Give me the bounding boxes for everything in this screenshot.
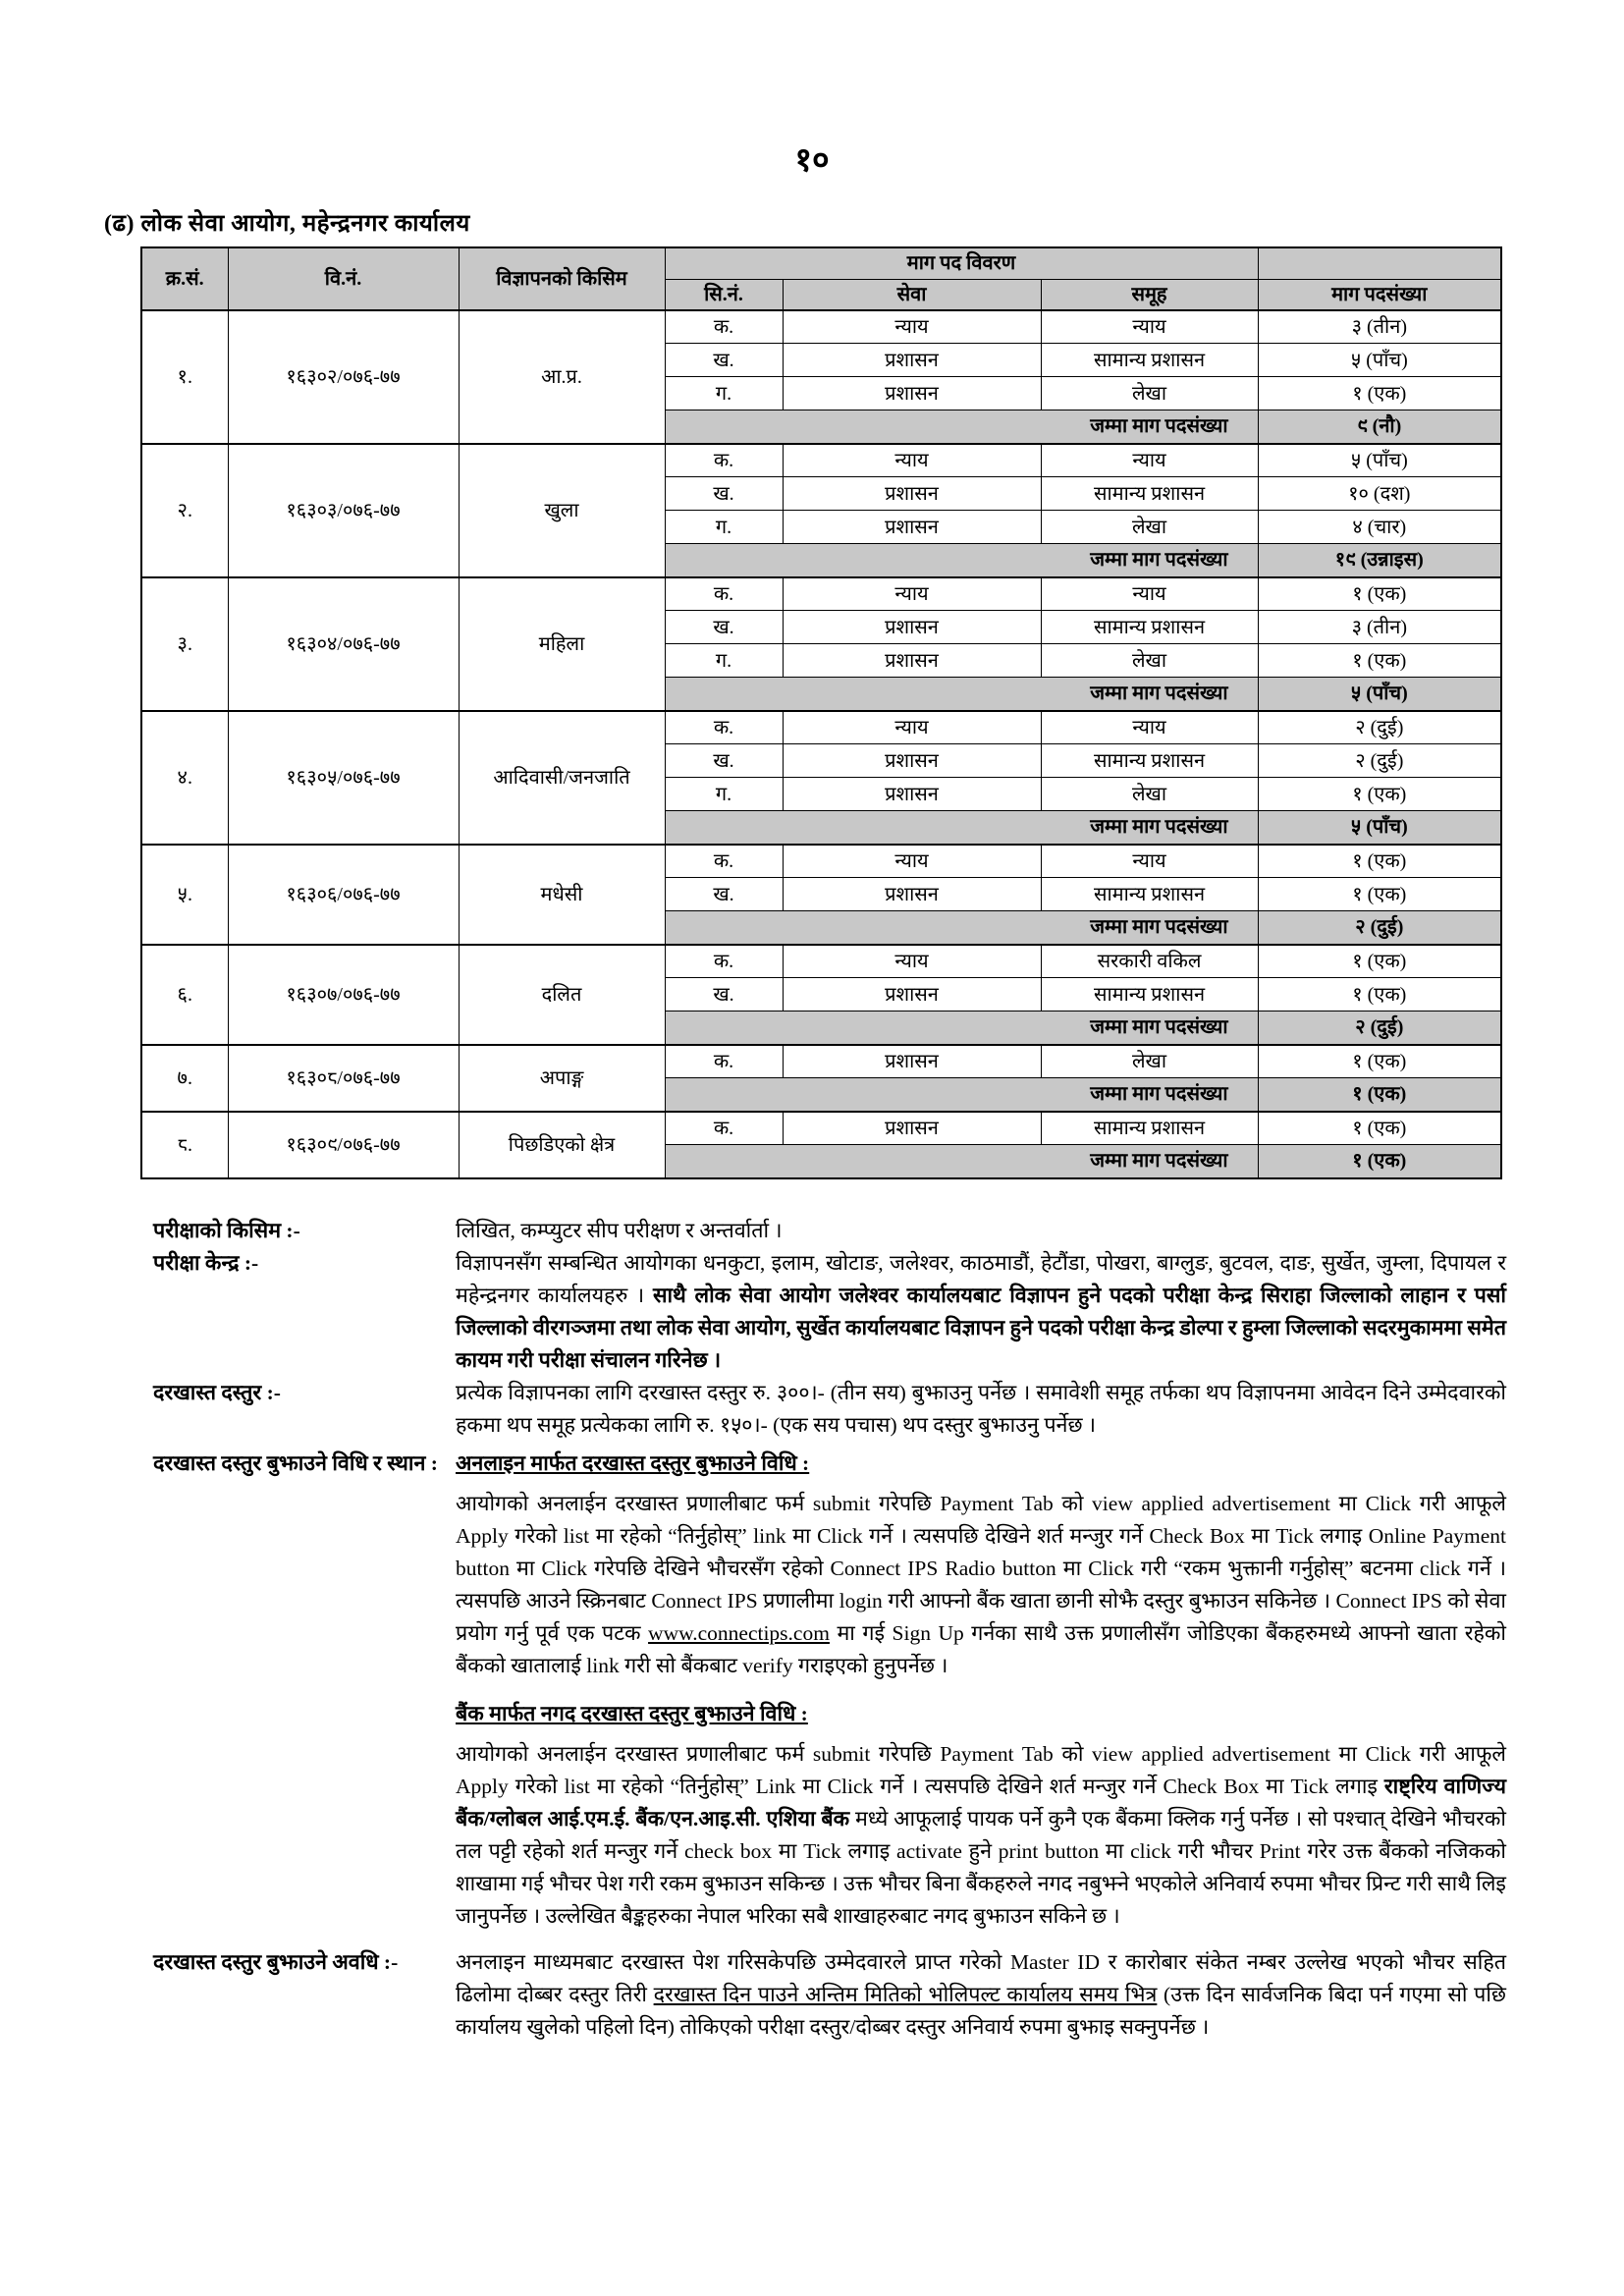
cell-positions: ३ (तीन)	[1258, 310, 1501, 344]
total-label: जम्मा माग पदसंख्या	[665, 1011, 1258, 1045]
table-row	[141, 711, 1501, 744]
cell-positions: ४ (चार)	[1258, 511, 1501, 544]
cell-advertisement-no: १६३०७/०७६-७७	[228, 945, 459, 1045]
cell-group: सामान्य प्रशासन	[1041, 611, 1258, 644]
cell-group: लेखा	[1041, 778, 1258, 811]
cell-service: न्याय	[783, 711, 1041, 744]
cell-group: सामान्य प्रशासन	[1041, 978, 1258, 1011]
info-section	[153, 1946, 1506, 2044]
header-si-no: सि.नं.	[665, 279, 783, 310]
heading-text: अनलाइन मार्फत दरखास्त दस्तुर बुझाउने विधि :	[456, 1450, 810, 1475]
cell-advertisement-type: दलित	[459, 945, 665, 1045]
total-positions: २ (दुई)	[1258, 911, 1501, 945]
cell-service: प्रशासन	[783, 1112, 1041, 1145]
info-section	[153, 1448, 1506, 1933]
header-advertisement-no: वि.नं.	[228, 247, 459, 310]
vacancy-table-body	[141, 310, 1501, 1178]
cell-serial-no: २.	[141, 444, 228, 577]
cell-group: न्याय	[1041, 845, 1258, 878]
cell-service: प्रशासन	[783, 744, 1041, 778]
info-section	[153, 1215, 1506, 1247]
total-positions: १९ (उन्नाइस)	[1258, 544, 1501, 577]
section-label: परीक्षाको किसिम :-	[153, 1218, 300, 1242]
header-demand-detail: माग पद विवरण	[665, 247, 1258, 279]
cell-service: प्रशासन	[783, 477, 1041, 511]
cell-group: लेखा	[1041, 377, 1258, 410]
cell-group: सामान्य प्रशासन	[1041, 1112, 1258, 1145]
section-content	[456, 1448, 1506, 1933]
section-label: दरखास्त दस्तुर बुझाउने विधि र स्थान :	[153, 1450, 438, 1475]
cell-group: न्याय	[1041, 310, 1258, 344]
paragraph	[456, 1247, 1506, 1377]
cell-positions: २ (दुई)	[1258, 744, 1501, 778]
cell-si-no: ग.	[665, 644, 783, 678]
total-positions: ५ (पाँच)	[1258, 811, 1501, 845]
table-row	[141, 945, 1501, 978]
cell-si-no: ग.	[665, 377, 783, 410]
cell-positions: १० (दश)	[1258, 477, 1501, 511]
header-service: सेवा	[783, 279, 1041, 310]
cell-positions: १ (एक)	[1258, 978, 1501, 1011]
cell-group: लेखा	[1041, 644, 1258, 678]
header-group: समूह	[1041, 279, 1258, 310]
paragraph	[456, 1488, 1506, 1682]
paragraph-text: अनलाइन माध्यमबाट दरखास्त पेश गरिसकेपछि उम्मेदवारले प्राप्त गरेको Master ID र कारोबार संकेत नम्बर उल्लेख भएको भौचर सहित ढिलोमा दोब्बर दस्तुर तिरी	[456, 1949, 1506, 2006]
section-content	[456, 1377, 1506, 1442]
cell-advertisement-type: आदिवासी/जनजाति	[459, 711, 665, 845]
paragraph-text: साथै लोक सेवा आयोग जलेश्वर कार्यालयबाट विज्ञापन हुने पदको परीक्षा केन्द्र सिराहा जिल्लाको लाहान र पर्सा जिल्लाको वीरगञ्जमा तथा लोक सेवा आयोग, सुर्खेत कार्यालयबाट विज्ञापन हुने पदको परीक्षा केन्द्र डोल्पा र हुम्ला जिल्लाको सदरमुकाममा समेत कायम गरी परीक्षा संचालन गरिनेछ ।	[456, 1283, 1506, 1372]
section-label: दरखास्त दस्तुर बुझाउने अवधि :-	[153, 1949, 399, 1974]
total-positions: २ (दुई)	[1258, 1011, 1501, 1045]
cell-si-no: ख.	[665, 477, 783, 511]
cell-group: न्याय	[1041, 444, 1258, 477]
cell-advertisement-type: पिछडिएको क्षेत्र	[459, 1112, 665, 1178]
cell-positions: १ (एक)	[1258, 1045, 1501, 1078]
cell-advertisement-type: खुला	[459, 444, 665, 577]
cell-si-no: क.	[665, 845, 783, 878]
cell-si-no: क.	[665, 1112, 783, 1145]
cell-positions: ५ (पाँच)	[1258, 344, 1501, 377]
cell-positions: १ (एक)	[1258, 778, 1501, 811]
cell-si-no: क.	[665, 310, 783, 344]
heading-text: बैंक मार्फत नगद दरखास्त दस्तुर बुझाउने विधि :	[456, 1701, 808, 1725]
cell-si-no: ख.	[665, 878, 783, 911]
cell-service: प्रशासन	[783, 1045, 1041, 1078]
cell-si-no: ख.	[665, 978, 783, 1011]
cell-positions: १ (एक)	[1258, 945, 1501, 978]
cell-serial-no: ६.	[141, 945, 228, 1045]
cell-group: सामान्य प्रशासन	[1041, 344, 1258, 377]
info-section	[153, 1377, 1506, 1442]
header-row-1	[141, 247, 1501, 279]
cell-advertisement-type: महिला	[459, 577, 665, 711]
cell-service: न्याय	[783, 845, 1041, 878]
cell-service: न्याय	[783, 310, 1041, 344]
page-number: १०	[794, 142, 830, 179]
cell-service: न्याय	[783, 577, 1041, 611]
paragraph-text: आयोगको अनलाईन दरखास्त प्रणालीबाट फर्म submit गरेपछि Payment Tab को view applied advertisement मा Click गरी आफूले Apply गरेको list मा रहेको “तिर्नुहोस्” link मा Click गर्ने । त्यसपछि देखिने शर्त मन्जुर गर्ने Check Box मा Tick लगाइ Online Payment button मा Click गरेपछि देखिने भौचरसँग रहेको Connect IPS Radio button मा Click गरी “रकम भुक्तानी गर्नुहोस्” बटनमा click गर्ने । त्यसपछि आउने स्क्रिनबाट Connect IPS प्रणालीमा login गरी आफ्नो बैंक खाता छानी सोझै दस्तुर बुझाउन सकिनेछ । Connect IPS को सेवा प्रयोग गर्नु पूर्व एक पटक	[456, 1491, 1506, 1645]
cell-advertisement-type: अपाङ्ग	[459, 1045, 665, 1112]
total-positions: ९ (नौ)	[1258, 410, 1501, 444]
cell-si-no: क.	[665, 1045, 783, 1078]
total-label: जम्मा माग पदसंख्या	[665, 811, 1258, 845]
table-row	[141, 444, 1501, 477]
cell-serial-no: ८.	[141, 1112, 228, 1178]
paragraph-text: लिखित, कम्प्युटर सीप परीक्षण र अन्तर्वार्ता ।	[456, 1218, 783, 1242]
paragraph-text: विज्ञापनसँग सम्बन्धित आयोगका धनकुटा, इलाम, खोटाङ, जलेश्वर, काठमाडौं, हेटौंडा, पोखरा, बाग्लुङ, बुटवल, दाङ, सुर्खेत, जुम्ला, दिपायल र महेन्द्रनगर कार्यालयहरु ।	[456, 1250, 1506, 1307]
cell-advertisement-no: १६३०८/०७६-७७	[228, 1045, 459, 1112]
header-serial-no: क्र.सं.	[141, 247, 228, 310]
cell-si-no: क.	[665, 577, 783, 611]
table-row	[141, 1045, 1501, 1078]
cell-serial-no: ५.	[141, 845, 228, 945]
total-label: जम्मा माग पदसंख्या	[665, 911, 1258, 945]
table-row	[141, 1112, 1501, 1145]
cell-service: न्याय	[783, 444, 1041, 477]
paragraph	[456, 1946, 1506, 2044]
total-positions: १ (एक)	[1258, 1078, 1501, 1112]
cell-positions: १ (एक)	[1258, 1112, 1501, 1145]
section-content	[456, 1946, 1506, 2044]
table-row	[141, 310, 1501, 344]
cell-service: प्रशासन	[783, 778, 1041, 811]
section-label: दरखास्त दस्तुर :-	[153, 1380, 281, 1404]
cell-si-no: क.	[665, 945, 783, 978]
method-heading	[456, 1698, 1506, 1730]
cell-service: प्रशासन	[783, 978, 1041, 1011]
total-positions: १ (एक)	[1258, 1145, 1501, 1178]
cell-positions: १ (एक)	[1258, 845, 1501, 878]
cell-positions: ५ (पाँच)	[1258, 444, 1501, 477]
cell-group: सामान्य प्रशासन	[1041, 878, 1258, 911]
total-label: जम्मा माग पदसंख्या	[665, 678, 1258, 711]
paragraph-text: राष्ट्रिय वाणिज्य बैंक/ग्लोबल आई.एम.ई. बैंक/एन.आइ.सी. एशिया बैंक	[456, 1774, 1506, 1831]
cell-service: प्रशासन	[783, 377, 1041, 410]
section-content	[456, 1247, 1506, 1377]
cell-advertisement-type: आ.प्र.	[459, 310, 665, 444]
cell-positions: २ (दुई)	[1258, 711, 1501, 744]
cell-advertisement-no: १६३०९/०७६-७७	[228, 1112, 459, 1178]
cell-group: सरकारी वकिल	[1041, 945, 1258, 978]
method-heading	[456, 1448, 1506, 1480]
cell-advertisement-no: १६३०५/०७६-७७	[228, 711, 459, 845]
cell-group: सामान्य प्रशासन	[1041, 477, 1258, 511]
cell-si-no: क.	[665, 444, 783, 477]
cell-advertisement-no: १६३०२/०७६-७७	[228, 310, 459, 444]
vacancy-table	[140, 246, 1502, 1179]
cell-advertisement-no: १६३०४/०७६-७७	[228, 577, 459, 711]
cell-si-no: ख.	[665, 744, 783, 778]
cell-positions: १ (एक)	[1258, 644, 1501, 678]
cell-positions: १ (एक)	[1258, 577, 1501, 611]
cell-si-no: ग.	[665, 778, 783, 811]
cell-service: प्रशासन	[783, 878, 1041, 911]
total-label: जम्मा माग पदसंख्या	[665, 1145, 1258, 1178]
table-row	[141, 577, 1501, 611]
cell-si-no: ख.	[665, 344, 783, 377]
cell-advertisement-no: १६३०६/०७६-७७	[228, 845, 459, 945]
cell-service: प्रशासन	[783, 611, 1041, 644]
cell-group: न्याय	[1041, 577, 1258, 611]
total-label: जम्मा माग पदसंख्या	[665, 410, 1258, 444]
cell-group: लेखा	[1041, 1045, 1258, 1078]
cell-si-no: ग.	[665, 511, 783, 544]
office-heading: (ढ) लोक सेवा आयोग, महेन्द्रनगर कार्यालय	[104, 211, 470, 237]
paragraph-text: मा गई Sign Up गर्नका साथै उक्त प्रणालीसँग जोडिएका बैंकहरुमध्ये आफ्नो खाता रहेको बैंकको खातालाई link गरी सो बैंकबाट verify गराइएको हुनुपर्नेछ ।	[456, 1620, 1506, 1677]
cell-service: प्रशासन	[783, 511, 1041, 544]
cell-advertisement-no: १६३०३/०७६-७७	[228, 444, 459, 577]
cell-service: न्याय	[783, 945, 1041, 978]
total-label: जम्मा माग पदसंख्या	[665, 544, 1258, 577]
cell-positions: ३ (तीन)	[1258, 611, 1501, 644]
table-row	[141, 845, 1501, 878]
cell-advertisement-type: मधेसी	[459, 845, 665, 945]
cell-si-no: ख.	[665, 611, 783, 644]
cell-serial-no: ३.	[141, 577, 228, 711]
paragraph-text: प्रत्येक विज्ञापनका लागि दरखास्त दस्तुर रु. ३००।- (तीन सय) बुझाउनु पर्नेछ । समावेशी समूह तर्फका थप विज्ञापनमा आवेदन दिने उम्मेदवारको हकमा थप समूह प्रत्येकका लागि रु. १५०।- (एक सय पचास) थप दस्तुर बुझाउनु पर्नेछ ।	[456, 1380, 1507, 1437]
sections	[153, 1215, 1506, 2044]
cell-positions: १ (एक)	[1258, 878, 1501, 911]
cell-group: न्याय	[1041, 711, 1258, 744]
cell-si-no: क.	[665, 711, 783, 744]
paragraph	[456, 1377, 1506, 1442]
cell-serial-no: ७.	[141, 1045, 228, 1112]
vacancy-table-header	[141, 247, 1501, 310]
connectips-url[interactable]: www.connectips.com	[648, 1620, 830, 1645]
header-advertisement-type: विज्ञापनको किसिम	[459, 247, 665, 310]
cell-serial-no: १.	[141, 310, 228, 444]
paragraph	[456, 1215, 1506, 1247]
paragraph-text: दरखास्त दिन पाउने अन्तिम मितिको भोलिपल्ट कार्यालय समय भित्र	[653, 1982, 1158, 2006]
header-positions: माग पदसंख्या	[1258, 279, 1501, 310]
total-positions: ५ (पाँच)	[1258, 678, 1501, 711]
info-section	[153, 1247, 1506, 1377]
cell-group: लेखा	[1041, 511, 1258, 544]
cell-service: प्रशासन	[783, 344, 1041, 377]
cell-group: सामान्य प्रशासन	[1041, 744, 1258, 778]
header-empty-cell	[1258, 247, 1501, 279]
cell-positions: १ (एक)	[1258, 377, 1501, 410]
paragraph-text: आयोगको अनलाईन दरखास्त प्रणालीबाट फर्म submit गरेपछि Payment Tab को view applied advertisement मा Click गरी आफूले Apply गरेको list मा रहेको “तिर्नुहोस्” Link मा Click गर्ने । त्यसपछि देखिने शर्त मन्जुर गर्ने Check Box मा Tick लगाइ	[456, 1741, 1506, 1798]
paragraph-text: मध्ये आफूलाई पायक पर्ने कुनै एक बैंकमा क्लिक गर्नु पर्नेछ । सो पश्चात् देखिने भौचरको तल पट्टी रहेको शर्त मन्जुर गर्ने check box मा Tick लगाइ activate हुने print button मा click गरी भौचर Print गरेर उक्त बैंकको नजिकको शाखामा गई भौचर पेश गरी रकम बुझाउन सकिन्छ । उक्त भौचर बिना बैंकहरुले नगद नबुझ्ने भएकोले अनिवार्य रुपमा भौचर प्रिन्ट गरी साथै लिइ जानुपर्नेछ । उल्लेखित बैङ्कहरुका नेपाल भरिका सबै शाखाहरुबाट नगद बुझाउन सकिने छ ।	[456, 1806, 1506, 1928]
paragraph-text: (उक्त दिन सार्वजनिक बिदा पर्न गएमा सो पछि कार्यालय खुलेको पहिलो दिन) तोकिएको परीक्षा दस्तुर/दोब्बर दस्तुर अनिवार्य रुपमा बुझाइ सक्नुपर्नेछ ।	[456, 1982, 1506, 2039]
cell-serial-no: ४.	[141, 711, 228, 845]
section-content	[456, 1215, 1506, 1247]
total-label: जम्मा माग पदसंख्या	[665, 1078, 1258, 1112]
cell-service: प्रशासन	[783, 644, 1041, 678]
section-label: परीक्षा केन्द्र :-	[153, 1250, 259, 1275]
paragraph	[456, 1738, 1506, 1933]
